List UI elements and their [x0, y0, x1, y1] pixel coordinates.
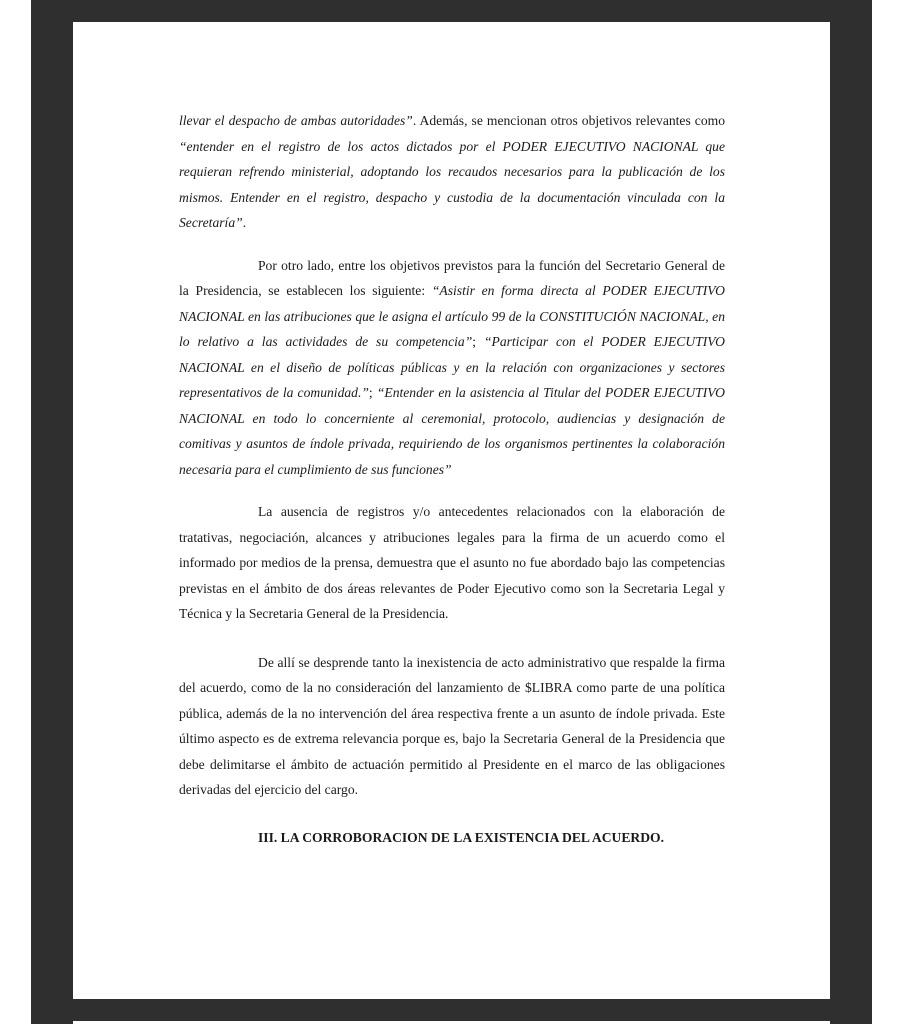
quote-text: “entender en el registro de los actos dictados por el PODER EJECUTIVO NACIONAL que requieran refrendo ministerial, adoptando los recaudos necesarios para la publicación de los mismos. Entender en el registro, despacho y custodia de la documentación vinculada con la Secretaría” — [179, 138, 725, 230]
paragraph-4: De allí se desprende tanto la inexistencia de acto administrativo que respalde la firma del acuerdo, como de la no consideración del lanzamiento de $LIBRA como parte de una política pública, además de la no intervención del área respectiva frente a un asunto de índole privada. Este último aspecto es de extrema relevancia porque es, bajo la Secretaria General de la Presidencia que debe delimitarse el ámbito de actuación permitido al Presidente en el marco de las obligaciones derivadas del ejercicio del cargo. — [179, 654, 725, 797]
next-page-edge — [73, 1021, 830, 1031]
paragraph-1 — [179, 108, 725, 236]
quote-text: “Asistir en forma directa al PODER EJECUTIVO NACIONAL en las atribuciones que le asigna el artículo 99 de la CONSTITUCIÓN NACIONAL, en lo relativo a las actividades de su competencia” — [179, 283, 725, 349]
paragraph-3: La ausencia de registros y/o antecedentes relacionados con la elaboración de tratativas, negociación, alcances y atribuciones legales para la firma de un acuerdo como el informado por medios de la prensa, demuestra que el asunto no fue abordado bajo las competencias previstas en el ámbito de dos áreas relevantes de Poder Ejecutivo como son la Secretaria Legal y Técnica y la Secretaria General de la Presidencia. — [179, 504, 725, 621]
body-text: ; — [368, 385, 377, 400]
body-text: ; — [472, 334, 484, 349]
section-heading: III. LA CORROBORACION DE LA EXISTENCIA DEL ACUERDO. — [258, 829, 665, 845]
document-page — [73, 22, 830, 999]
body-text: Por otro lado, entre los objetivos previstos para la función del Secretario General de la Presidencia, se establecen los siguiente: — [179, 257, 725, 298]
quote-text: llevar el despacho de ambas autoridades” — [179, 113, 413, 128]
paragraph-2 — [179, 253, 725, 483]
page-content — [179, 108, 725, 850]
body-text: . Además, se mencionan otros objetivos relevantes como — [412, 113, 725, 128]
quote-text: “Entender en la asistencia al Titular del PODER EJECUTIVO NACIONAL en todo lo concerniente al ceremonial, protocolo, audiencias y designación de comitivas y asuntos de índole privada, requiriendo de los organismos pertinentes la colaboración necesaria para el cumplimiento de sus funciones” — [179, 385, 725, 477]
body-text: . — [242, 215, 247, 230]
quote-text: “Participar con el PODER EJECUTIVO NACIONAL en el diseño de políticas públicas y en la relación con organizaciones y sectores representativos de la comunidad.” — [179, 334, 725, 400]
